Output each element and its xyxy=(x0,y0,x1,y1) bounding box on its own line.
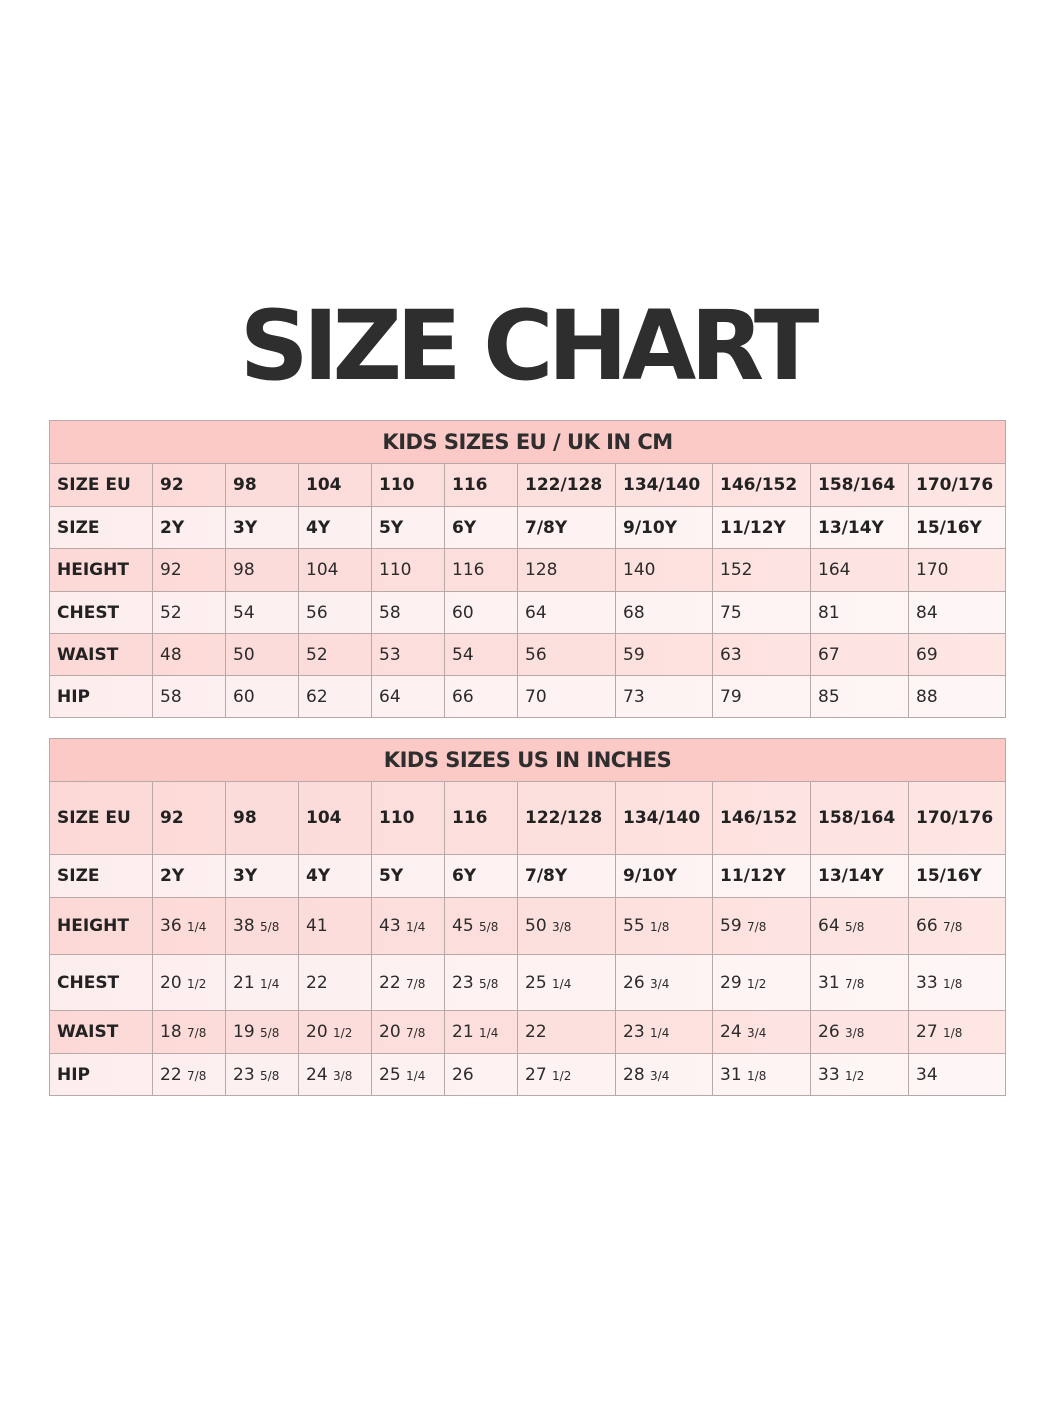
cell-whole: 9/10Y xyxy=(623,866,678,886)
cell-whole: 41 xyxy=(306,916,328,936)
cell-whole: 146/152 xyxy=(720,808,798,828)
table-cell: 70 xyxy=(518,676,616,718)
table-cell xyxy=(518,855,616,898)
cell-fraction: 3/4 xyxy=(650,976,670,991)
cell-fraction: 1/4 xyxy=(406,1068,426,1083)
table-row xyxy=(50,1011,1006,1054)
table-cell: 2Y xyxy=(153,507,226,549)
table-cell xyxy=(811,1054,909,1096)
cell-whole: 7/8Y xyxy=(525,866,568,886)
table-cell xyxy=(226,955,299,1011)
table-cell: 92 xyxy=(153,464,226,507)
table-row xyxy=(50,634,1006,676)
cell-fraction: 7/8 xyxy=(187,1068,207,1083)
table-cell: 60 xyxy=(445,592,518,634)
table-cell xyxy=(372,898,445,955)
table-cell xyxy=(811,898,909,955)
table-cell xyxy=(909,1054,1006,1096)
cell-whole: 23 xyxy=(623,1022,645,1042)
table-cell xyxy=(616,898,713,955)
table-cell: 15/16Y xyxy=(909,507,1006,549)
row-label: HEIGHT xyxy=(50,549,153,592)
table-cell: 6Y xyxy=(445,507,518,549)
table-cell: 54 xyxy=(445,634,518,676)
cell-whole: 24 xyxy=(306,1064,328,1085)
row-label: HIP xyxy=(50,1054,153,1096)
cell-whole: 27 xyxy=(525,1064,547,1085)
table-cell xyxy=(909,898,1006,955)
table-cell: 56 xyxy=(518,634,616,676)
cell-whole: 27 xyxy=(916,1022,938,1042)
table-cell: 88 xyxy=(909,676,1006,718)
cell-whole: 134/140 xyxy=(623,808,701,828)
table-cell xyxy=(909,955,1006,1011)
table-cell: 64 xyxy=(372,676,445,718)
table-cell xyxy=(616,1054,713,1096)
cell-whole: 22 xyxy=(160,1064,182,1085)
cell-whole: 36 xyxy=(160,916,182,936)
cell-fraction: 5/8 xyxy=(260,920,280,934)
table-cell xyxy=(153,855,226,898)
table-cell xyxy=(518,898,616,955)
table-cell: 98 xyxy=(226,464,299,507)
table-cell: 170 xyxy=(909,549,1006,592)
cell-fraction: 3/4 xyxy=(747,1026,767,1040)
table-cell xyxy=(445,1054,518,1096)
table-row xyxy=(50,464,1006,507)
table-cell xyxy=(909,782,1006,855)
table-cell xyxy=(713,782,811,855)
cell-whole: 23 xyxy=(233,1064,255,1085)
table-cell xyxy=(226,1054,299,1096)
table-cell: 164 xyxy=(811,549,909,592)
table-cell xyxy=(153,955,226,1011)
table-cell xyxy=(299,782,372,855)
table-cell xyxy=(153,898,226,955)
cell-whole: 33 xyxy=(916,972,938,993)
table-cell: 54 xyxy=(226,592,299,634)
table-cell: 116 xyxy=(445,464,518,507)
table-row xyxy=(50,855,1006,898)
cell-fraction: 7/8 xyxy=(943,920,963,934)
row-label: CHEST xyxy=(50,592,153,634)
cell-fraction: 5/8 xyxy=(479,976,499,991)
table-cell xyxy=(616,955,713,1011)
row-label: SIZE xyxy=(50,855,153,898)
table-cell: 7/8Y xyxy=(518,507,616,549)
table-cell xyxy=(226,855,299,898)
cell-fraction: 5/8 xyxy=(479,920,499,934)
table-cell: 58 xyxy=(372,592,445,634)
cell-fraction: 1/8 xyxy=(650,920,670,934)
cell-fraction: 7/8 xyxy=(406,976,426,991)
cell-fraction: 1/8 xyxy=(943,976,963,991)
table-cell xyxy=(713,855,811,898)
table-cell: 59 xyxy=(616,634,713,676)
table-cell: 69 xyxy=(909,634,1006,676)
table-cell: 63 xyxy=(713,634,811,676)
table-cell xyxy=(518,955,616,1011)
cell-whole: 20 xyxy=(160,972,182,993)
table-cell: 85 xyxy=(811,676,909,718)
cell-whole: 50 xyxy=(525,916,547,936)
cell-whole: 11/12Y xyxy=(720,866,786,886)
table-cell xyxy=(518,1011,616,1054)
cell-whole: 34 xyxy=(916,1064,938,1085)
cell-fraction: 3/8 xyxy=(845,1026,865,1040)
cell-whole: 33 xyxy=(818,1064,840,1085)
cell-whole: 158/164 xyxy=(818,808,896,828)
table-row xyxy=(50,549,1006,592)
cell-whole: 4Y xyxy=(306,866,331,886)
cell-fraction: 5/8 xyxy=(260,1026,280,1040)
table-cell xyxy=(372,1054,445,1096)
cell-fraction: 1/4 xyxy=(479,1026,499,1040)
cell-whole: 23 xyxy=(452,972,474,993)
cell-fraction: 3/8 xyxy=(552,920,572,934)
cell-whole: 116 xyxy=(452,808,488,828)
cell-whole: 22 xyxy=(306,972,328,993)
table-cell xyxy=(909,1011,1006,1054)
table-cell: 81 xyxy=(811,592,909,634)
cell-whole: 31 xyxy=(720,1064,742,1085)
table-cell: 3Y xyxy=(226,507,299,549)
table-cell: 13/14Y xyxy=(811,507,909,549)
cell-whole: 170/176 xyxy=(916,808,994,828)
table-cell xyxy=(299,1011,372,1054)
table-row xyxy=(50,507,1006,549)
cell-fraction: 1/4 xyxy=(552,976,572,991)
table-cell: 84 xyxy=(909,592,1006,634)
cell-fraction: 1/2 xyxy=(845,1068,865,1083)
table-cell: 60 xyxy=(226,676,299,718)
row-label: SIZE EU xyxy=(50,464,153,507)
table-row xyxy=(50,592,1006,634)
table-cell xyxy=(299,955,372,1011)
cell-fraction: 1/8 xyxy=(747,1068,767,1083)
table-cell: 146/152 xyxy=(713,464,811,507)
table-cell: 79 xyxy=(713,676,811,718)
table-cell xyxy=(372,855,445,898)
cell-fraction: 1/2 xyxy=(747,976,767,991)
table-cell xyxy=(372,1011,445,1054)
cell-whole: 19 xyxy=(233,1022,255,1042)
page-title: SIZE CHART xyxy=(239,290,814,402)
cell-fraction: 5/8 xyxy=(845,920,865,934)
cell-fraction: 1/2 xyxy=(333,1026,353,1040)
table-row xyxy=(50,676,1006,718)
row-label: HIP xyxy=(50,676,153,718)
table-cell: 122/128 xyxy=(518,464,616,507)
cell-fraction: 1/4 xyxy=(650,1026,670,1040)
cm-size-table xyxy=(49,420,1006,718)
cell-whole: 26 xyxy=(452,1064,474,1085)
table-cell: 73 xyxy=(616,676,713,718)
table-cell: 158/164 xyxy=(811,464,909,507)
cell-whole: 38 xyxy=(233,916,255,936)
table-cell xyxy=(226,782,299,855)
table-cell xyxy=(445,1011,518,1054)
table-cell: 134/140 xyxy=(616,464,713,507)
cell-whole: 66 xyxy=(916,916,938,936)
cell-whole: 55 xyxy=(623,916,645,936)
table-cell xyxy=(616,855,713,898)
table-cell: 104 xyxy=(299,549,372,592)
cell-whole: 92 xyxy=(160,808,184,828)
table-cell: 98 xyxy=(226,549,299,592)
cell-fraction: 7/8 xyxy=(747,920,767,934)
table-cell: 4Y xyxy=(299,507,372,549)
table-cell: 62 xyxy=(299,676,372,718)
cell-fraction: 1/4 xyxy=(260,976,280,991)
cell-fraction: 5/8 xyxy=(260,1068,280,1083)
cell-whole: 20 xyxy=(306,1022,328,1042)
table-cell xyxy=(811,782,909,855)
table-cell: 50 xyxy=(226,634,299,676)
cell-whole: 98 xyxy=(233,808,257,828)
table-cell xyxy=(299,1054,372,1096)
table-row xyxy=(50,1054,1006,1096)
table-cell xyxy=(153,1011,226,1054)
cell-fraction: 1/4 xyxy=(187,920,207,934)
cm-table-caption: KIDS SIZES EU / UK IN CM xyxy=(50,421,1006,464)
cell-whole: 2Y xyxy=(160,866,185,886)
cell-whole: 64 xyxy=(818,916,840,936)
table-cell: 58 xyxy=(153,676,226,718)
cell-whole: 3Y xyxy=(233,866,258,886)
cell-whole: 59 xyxy=(720,916,742,936)
table-cell: 9/10Y xyxy=(616,507,713,549)
cell-fraction: 7/8 xyxy=(845,976,865,991)
cell-whole: 22 xyxy=(379,972,401,993)
cell-fraction: 1/2 xyxy=(552,1068,572,1083)
table-cell xyxy=(226,1011,299,1054)
cell-whole: 6Y xyxy=(452,866,477,886)
cell-whole: 104 xyxy=(306,808,342,828)
table-cell xyxy=(713,898,811,955)
table-cell: 53 xyxy=(372,634,445,676)
table-cell xyxy=(616,782,713,855)
table-row xyxy=(50,782,1006,855)
cell-whole: 25 xyxy=(525,972,547,993)
cell-whole: 29 xyxy=(720,972,742,993)
cell-whole: 21 xyxy=(452,1022,474,1042)
table-cell xyxy=(153,1054,226,1096)
cell-fraction: 1/2 xyxy=(187,976,207,991)
cell-whole: 21 xyxy=(233,972,255,993)
row-label: WAIST xyxy=(50,634,153,676)
table-cell xyxy=(713,1011,811,1054)
cell-whole: 43 xyxy=(379,916,401,936)
table-cell: 110 xyxy=(372,464,445,507)
inch-table-caption: KIDS SIZES US IN INCHES xyxy=(50,739,1006,782)
table-cell: 66 xyxy=(445,676,518,718)
inch-size-table xyxy=(49,738,1006,1096)
cell-fraction: 1/4 xyxy=(406,920,426,934)
table-cell xyxy=(445,782,518,855)
table-cell xyxy=(299,855,372,898)
table-cell: 128 xyxy=(518,549,616,592)
table-cell xyxy=(518,782,616,855)
table-cell xyxy=(153,782,226,855)
row-label: CHEST xyxy=(50,955,153,1011)
table-cell: 67 xyxy=(811,634,909,676)
table-row xyxy=(50,955,1006,1011)
row-label: WAIST xyxy=(50,1011,153,1054)
table-cell xyxy=(372,955,445,1011)
cell-whole: 18 xyxy=(160,1022,182,1042)
row-label: SIZE xyxy=(50,507,153,549)
table-cell xyxy=(811,1011,909,1054)
table-row xyxy=(50,898,1006,955)
table-cell: 52 xyxy=(153,592,226,634)
table-cell: 75 xyxy=(713,592,811,634)
table-cell: 92 xyxy=(153,549,226,592)
table-cell xyxy=(299,898,372,955)
table-cell: 52 xyxy=(299,634,372,676)
row-label: HEIGHT xyxy=(50,898,153,955)
table-cell: 68 xyxy=(616,592,713,634)
table-cell xyxy=(713,955,811,1011)
table-cell xyxy=(445,955,518,1011)
table-cell: 5Y xyxy=(372,507,445,549)
cell-whole: 22 xyxy=(525,1022,547,1042)
cell-fraction: 7/8 xyxy=(406,1026,426,1040)
cell-whole: 28 xyxy=(623,1064,645,1085)
table-cell xyxy=(445,855,518,898)
cell-whole: 45 xyxy=(452,916,474,936)
table-cell: 56 xyxy=(299,592,372,634)
table-cell xyxy=(226,898,299,955)
table-cell xyxy=(811,955,909,1011)
table-cell: 170/176 xyxy=(909,464,1006,507)
cell-whole: 20 xyxy=(379,1022,401,1042)
cell-whole: 24 xyxy=(720,1022,742,1042)
table-cell xyxy=(518,1054,616,1096)
table-cell xyxy=(909,855,1006,898)
cell-whole: 5Y xyxy=(379,866,404,886)
cell-whole: 31 xyxy=(818,972,840,993)
cell-fraction: 7/8 xyxy=(187,1026,207,1040)
cell-whole: 26 xyxy=(623,972,645,993)
table-cell: 110 xyxy=(372,549,445,592)
table-cell xyxy=(811,855,909,898)
table-cell xyxy=(372,782,445,855)
row-label: SIZE EU xyxy=(50,782,153,855)
table-cell: 11/12Y xyxy=(713,507,811,549)
table-cell: 48 xyxy=(153,634,226,676)
table-cell xyxy=(616,1011,713,1054)
cell-whole: 13/14Y xyxy=(818,866,884,886)
table-cell: 116 xyxy=(445,549,518,592)
table-cell xyxy=(713,1054,811,1096)
table-cell: 64 xyxy=(518,592,616,634)
cell-whole: 15/16Y xyxy=(916,866,982,886)
cell-fraction: 3/4 xyxy=(650,1068,670,1083)
table-cell xyxy=(445,898,518,955)
cell-whole: 122/128 xyxy=(525,808,603,828)
cell-whole: 110 xyxy=(379,808,415,828)
cell-whole: 25 xyxy=(379,1064,401,1085)
table-cell: 140 xyxy=(616,549,713,592)
cell-fraction: 1/8 xyxy=(943,1026,963,1040)
table-cell: 104 xyxy=(299,464,372,507)
cell-whole: 26 xyxy=(818,1022,840,1042)
table-cell: 152 xyxy=(713,549,811,592)
cell-fraction: 3/8 xyxy=(333,1068,353,1083)
